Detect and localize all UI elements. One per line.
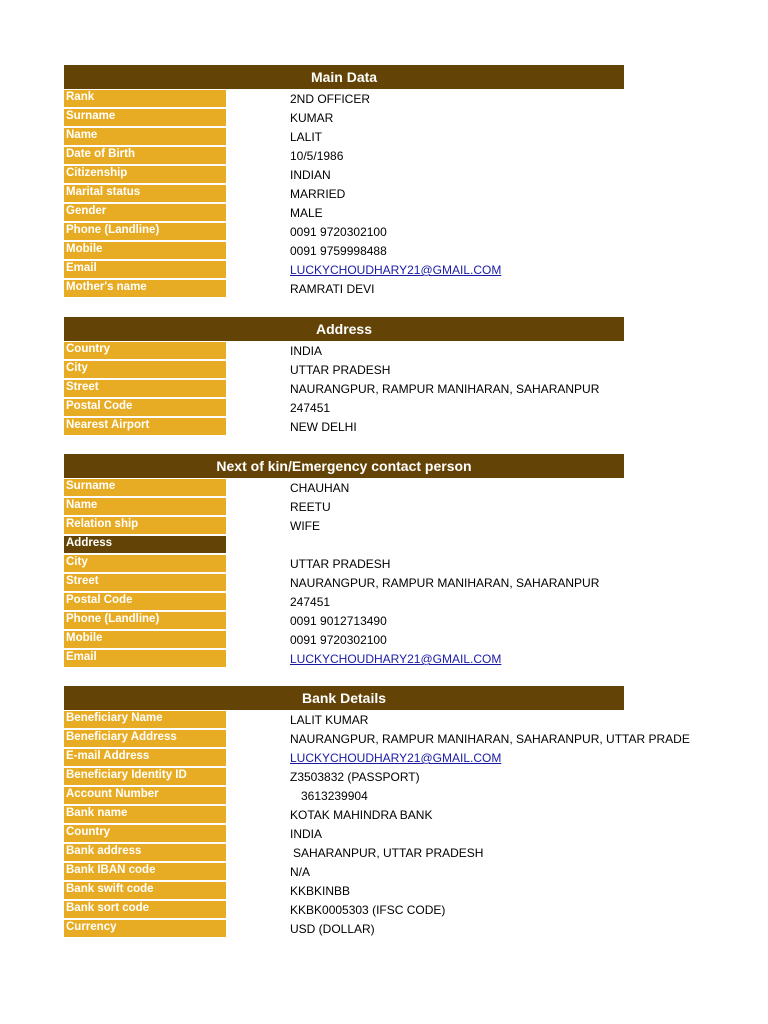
field-label: Street bbox=[64, 574, 226, 591]
field-label: Email bbox=[64, 650, 226, 667]
table-row bbox=[64, 882, 624, 901]
field-value: N/A bbox=[290, 865, 311, 879]
field-label: Email bbox=[64, 261, 226, 278]
table-row bbox=[64, 109, 624, 128]
field-label: Beneficiary Identity ID bbox=[64, 768, 226, 785]
table-row bbox=[64, 223, 624, 242]
field-value: WIFE bbox=[290, 519, 320, 533]
field-value: KKBKINBB bbox=[290, 884, 351, 898]
field-value: KKBK0005303 (IFSC CODE) bbox=[290, 903, 446, 917]
table-row bbox=[64, 418, 624, 437]
field-label: Beneficiary Address bbox=[64, 730, 226, 747]
table-row bbox=[64, 612, 624, 631]
field-label: Postal Code bbox=[64, 593, 226, 610]
bank-details-header: Bank Details bbox=[64, 686, 624, 710]
field-value: INDIA bbox=[290, 344, 323, 358]
field-label: Surname bbox=[64, 479, 226, 496]
field-value: 10/5/1986 bbox=[290, 149, 344, 163]
field-label: Relation ship bbox=[64, 517, 226, 534]
field-label: Country bbox=[64, 825, 226, 842]
field-value: USD (DOLLAR) bbox=[290, 922, 375, 936]
field-value: KOTAK MAHINDRA BANK bbox=[290, 808, 433, 822]
table-row bbox=[64, 863, 624, 882]
field-value: 0091 9720302100 bbox=[290, 225, 387, 239]
table-row bbox=[64, 631, 624, 650]
table-row bbox=[64, 844, 624, 863]
field-label: Postal Code bbox=[64, 399, 226, 416]
field-label: Country bbox=[64, 342, 226, 359]
field-label: City bbox=[64, 555, 226, 572]
field-label: Phone (Landline) bbox=[64, 223, 226, 240]
field-value: 0091 9720302100 bbox=[290, 633, 387, 647]
table-row bbox=[64, 901, 624, 920]
address-section bbox=[64, 317, 624, 437]
field-value: UTTAR PRADESH bbox=[290, 363, 391, 377]
table-row bbox=[64, 128, 624, 147]
field-label: Mobile bbox=[64, 242, 226, 259]
field-value: CHAUHAN bbox=[290, 481, 350, 495]
field-label: Phone (Landline) bbox=[64, 612, 226, 629]
field-label: E-mail Address bbox=[64, 749, 226, 766]
field-value: NAURANGPUR, RAMPUR MANIHARAN, SAHARANPUR bbox=[290, 382, 600, 396]
table-row bbox=[64, 768, 624, 787]
field-label: Rank bbox=[64, 90, 226, 107]
field-value: MALE bbox=[290, 206, 323, 220]
field-label: Bank IBAN code bbox=[64, 863, 226, 880]
field-label: Bank name bbox=[64, 806, 226, 823]
table-row bbox=[64, 498, 624, 517]
bank-details-section bbox=[64, 686, 690, 939]
email-link[interactable]: LUCKYCHOUDHARY21@GMAIL.COM bbox=[290, 263, 502, 277]
field-value: KUMAR bbox=[290, 111, 334, 125]
field-label: Surname bbox=[64, 109, 226, 126]
field-value: 0091 9759998488 bbox=[290, 244, 387, 258]
main-data-header: Main Data bbox=[64, 65, 624, 89]
table-row bbox=[64, 147, 624, 166]
table-row bbox=[64, 574, 624, 593]
field-value: LALIT KUMAR bbox=[290, 713, 369, 727]
field-label: Citizenship bbox=[64, 166, 226, 183]
field-label: Bank swift code bbox=[64, 882, 226, 899]
field-value: REETU bbox=[290, 500, 331, 514]
table-row bbox=[64, 380, 624, 399]
field-value: 2ND OFFICER bbox=[290, 92, 371, 106]
field-value: MARRIED bbox=[290, 187, 346, 201]
field-label: Street bbox=[64, 380, 226, 397]
field-value: 3613239904 bbox=[301, 789, 368, 803]
address-subheader: Address bbox=[64, 536, 226, 553]
field-label: Bank address bbox=[64, 844, 226, 861]
field-value: INDIA bbox=[290, 827, 323, 841]
table-row bbox=[64, 536, 624, 555]
next-of-kin-header: Next of kin/Emergency contact person bbox=[64, 454, 624, 478]
email-link[interactable]: LUCKYCHOUDHARY21@GMAIL.COM bbox=[290, 751, 502, 765]
field-label: Name bbox=[64, 498, 226, 515]
field-value: RAMRATI DEVI bbox=[290, 282, 375, 296]
field-value: NAURANGPUR, RAMPUR MANIHARAN, SAHARANPUR, UTTAR PRADE bbox=[290, 732, 690, 746]
table-row bbox=[64, 555, 624, 574]
table-row bbox=[64, 204, 624, 223]
table-row bbox=[64, 749, 624, 768]
field-label: Bank sort code bbox=[64, 901, 226, 918]
next-of-kin-section bbox=[64, 454, 624, 669]
field-label: Gender bbox=[64, 204, 226, 221]
table-row bbox=[64, 787, 624, 806]
field-label: Marital status bbox=[64, 185, 226, 202]
field-label: Name bbox=[64, 128, 226, 145]
table-row bbox=[64, 806, 624, 825]
table-row bbox=[64, 261, 624, 280]
field-label: Nearest Airport bbox=[64, 418, 226, 435]
table-row bbox=[64, 479, 624, 498]
table-row bbox=[64, 361, 624, 380]
table-row bbox=[64, 185, 624, 204]
field-label: Account Number bbox=[64, 787, 226, 804]
table-row bbox=[64, 166, 624, 185]
table-row bbox=[64, 650, 624, 669]
field-value: NAURANGPUR, RAMPUR MANIHARAN, SAHARANPUR bbox=[290, 576, 600, 590]
table-row bbox=[64, 342, 624, 361]
field-value: INDIAN bbox=[290, 168, 331, 182]
table-row bbox=[64, 242, 624, 261]
field-label: Mobile bbox=[64, 631, 226, 648]
table-row bbox=[64, 730, 690, 749]
field-label: Currency bbox=[64, 920, 226, 937]
email-link[interactable]: LUCKYCHOUDHARY21@GMAIL.COM bbox=[290, 652, 502, 666]
field-label: City bbox=[64, 361, 226, 378]
main-data-section bbox=[64, 65, 624, 299]
table-row bbox=[64, 399, 624, 418]
table-row bbox=[64, 90, 624, 109]
table-row bbox=[64, 593, 624, 612]
table-row bbox=[64, 920, 624, 939]
table-row bbox=[64, 825, 624, 844]
table-row bbox=[64, 280, 624, 299]
field-value: 247451 bbox=[290, 401, 331, 415]
field-label: Beneficiary Name bbox=[64, 711, 226, 728]
field-label: Mother's name bbox=[64, 280, 226, 297]
table-row bbox=[64, 517, 624, 536]
field-value: Z3503832 (PASSPORT) bbox=[290, 770, 420, 784]
field-value: LALIT bbox=[290, 130, 323, 144]
field-value: 0091 9012713490 bbox=[290, 614, 387, 628]
field-value: UTTAR PRADESH bbox=[290, 557, 391, 571]
field-value: NEW DELHI bbox=[290, 420, 357, 434]
field-label: Date of Birth bbox=[64, 147, 226, 164]
table-row bbox=[64, 711, 624, 730]
address-header: Address bbox=[64, 317, 624, 341]
field-value: SAHARANPUR, UTTAR PRADESH bbox=[293, 846, 484, 860]
field-value: 247451 bbox=[290, 595, 331, 609]
